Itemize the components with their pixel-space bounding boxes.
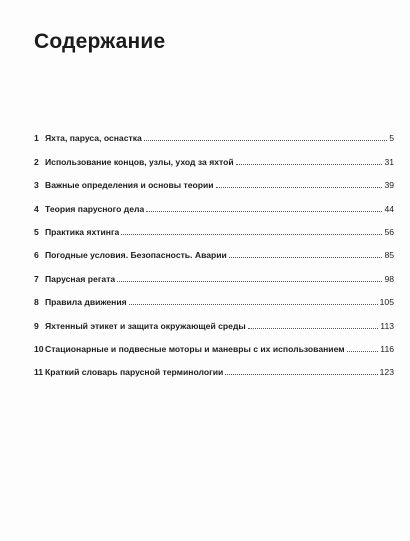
toc-entry	[34, 284, 394, 307]
entry-number: 2	[34, 156, 39, 167]
entry-title: Теория парусного дела	[45, 203, 145, 214]
entry-number: 1	[34, 133, 39, 144]
entry-page-number: 31	[384, 156, 394, 167]
toc-entry	[34, 307, 394, 330]
entry-number: 8	[34, 297, 39, 308]
dot-leader	[129, 304, 378, 305]
entry-page-number: 85	[384, 250, 394, 261]
dot-leader	[146, 211, 382, 212]
entry-title: Краткий словарь парусной терминологии	[45, 367, 224, 378]
entry-title: Парусная регата	[45, 273, 116, 284]
toc-entry	[34, 214, 394, 237]
entry-page-number: 39	[384, 180, 394, 191]
entry-number: 6	[34, 250, 39, 261]
entry-title: Стационарные и подвесные моторы и маневры с их использованием	[45, 343, 345, 354]
entry-page-number: 105	[379, 297, 394, 308]
entry-number: 3	[34, 180, 39, 191]
table-of-contents	[34, 120, 394, 377]
entry-number: 10	[34, 343, 44, 354]
entry-title: Использование концов, узлы, уход за яхтой	[45, 156, 234, 167]
entry-page-number: 123	[379, 367, 394, 378]
dot-leader	[225, 374, 377, 375]
entry-title: Важные определения и основы теории	[45, 180, 214, 191]
toc-entry	[34, 167, 394, 190]
dot-leader	[236, 164, 383, 165]
entry-page-number: 5	[389, 133, 394, 144]
entry-number: 11	[34, 367, 44, 378]
dot-leader	[216, 187, 383, 188]
entry-title: Погодные условия. Безопасность. Аварии	[45, 250, 227, 261]
toc-entry	[34, 331, 394, 354]
page-title: Содержание	[34, 30, 166, 53]
entry-title: Яхтенный этикет и защита окружающей среды	[45, 320, 246, 331]
toc-entry	[34, 260, 394, 283]
entry-number: 4	[34, 203, 39, 214]
dot-leader	[347, 351, 379, 352]
dot-leader	[229, 257, 383, 258]
toc-entry	[34, 190, 394, 213]
toc-entry	[34, 237, 394, 260]
entry-number: 5	[34, 226, 39, 237]
toc-entry	[34, 143, 394, 166]
entry-title: Практика яхтинга	[45, 226, 120, 237]
dot-leader	[121, 234, 382, 235]
entry-page-number: 98	[384, 273, 394, 284]
entry-number: 7	[34, 273, 39, 284]
entry-title: Яхта, паруса, оснастка	[45, 133, 142, 144]
toc-entry	[34, 354, 394, 377]
entry-page-number: 116	[380, 343, 394, 354]
entry-page-number: 56	[384, 226, 394, 237]
entry-page-number: 44	[384, 203, 394, 214]
toc-entry	[34, 120, 394, 143]
entry-page-number: 113	[380, 320, 394, 331]
dot-leader	[144, 140, 387, 141]
entry-number: 9	[34, 320, 39, 331]
dot-leader	[248, 328, 379, 329]
entry-title: Правила движения	[45, 297, 127, 308]
dot-leader	[117, 281, 382, 282]
